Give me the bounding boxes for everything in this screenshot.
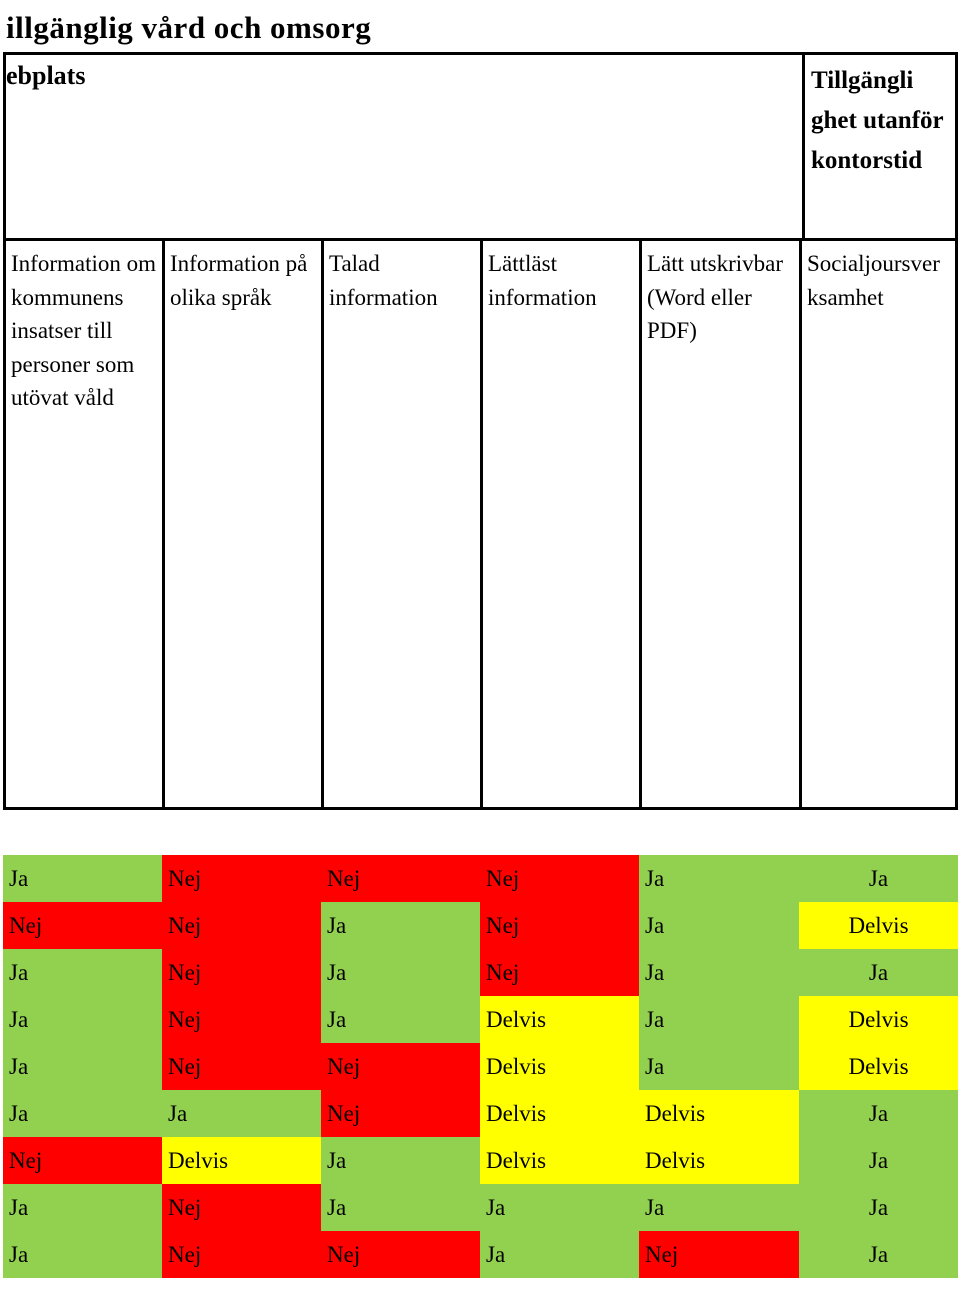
status-cell: Delvis [480,996,639,1043]
status-cell: Nej [480,949,639,996]
subtitle-row [6,55,955,241]
status-cell: Ja [639,855,799,902]
status-cell: Nej [321,1090,480,1137]
table-row [3,1090,958,1137]
status-cell: Ja [321,996,480,1043]
status-cell: Ja [162,1090,321,1137]
status-cell: Nej [321,1043,480,1090]
column-header: Talad information [324,241,483,807]
status-cell: Delvis [799,902,958,949]
status-cell: Nej [162,855,321,902]
status-cell: Ja [3,1231,162,1278]
table-row [3,1137,958,1184]
status-cell: Ja [3,855,162,902]
status-cell: Delvis [799,996,958,1043]
status-cell: Delvis [162,1137,321,1184]
status-cell: Nej [162,1184,321,1231]
status-cell: Nej [480,855,639,902]
status-cell: Ja [3,1043,162,1090]
status-cell: Nej [639,1231,799,1278]
status-cell: Ja [639,1184,799,1231]
table-row [3,1231,958,1278]
status-cell: Ja [321,1137,480,1184]
column-header: Information på olika språk [165,241,324,807]
status-cell: Ja [799,855,958,902]
page-title: illgänglig vård och omsorg [6,10,372,45]
status-cell: Nej [162,996,321,1043]
status-cell: Ja [639,996,799,1043]
status-cell: Ja [799,1231,958,1278]
status-grid [3,855,958,1278]
status-cell: Nej [162,1231,321,1278]
status-cell: Nej [162,949,321,996]
column-header: Information om kommunens insatser till personer som utövat våld [6,241,165,807]
header-table [3,52,958,810]
status-cell: Ja [480,1231,639,1278]
status-cell: Delvis [799,1043,958,1090]
status-cell: Ja [799,1137,958,1184]
status-cell: Delvis [639,1137,799,1184]
status-cell: Nej [3,902,162,949]
status-cell: Nej [162,1043,321,1090]
status-cell: Ja [639,1043,799,1090]
status-cell: Delvis [639,1090,799,1137]
table-row [3,1184,958,1231]
table-row [3,949,958,996]
status-cell: Ja [3,1184,162,1231]
table-row [3,996,958,1043]
status-cell: Nej [321,855,480,902]
column-header: Socialjoursverksamhet [807,251,940,310]
status-cell: Ja [799,1184,958,1231]
side-header: Tillgängli ghet utanför kontorstid [802,55,955,241]
status-cell: Ja [3,1090,162,1137]
table-row [3,1043,958,1090]
column-header: Lätt utskrivbar (Word eller PDF) [642,241,802,807]
table-row [3,855,958,902]
status-cell: Ja [799,1090,958,1137]
status-cell: Ja [639,902,799,949]
status-cell: Ja [321,902,480,949]
status-cell: Nej [3,1137,162,1184]
status-cell: Ja [3,996,162,1043]
status-cell: Ja [480,1184,639,1231]
section-subtitle: ebplats [6,61,86,90]
status-cell: Nej [480,902,639,949]
status-cell: Ja [639,949,799,996]
status-cell: Ja [799,949,958,996]
status-cell: Delvis [480,1137,639,1184]
status-cell: Delvis [480,1090,639,1137]
status-cell: Ja [321,1184,480,1231]
status-cell: Delvis [480,1043,639,1090]
status-cell: Ja [3,949,162,996]
column-headers [6,241,955,807]
status-cell: Nej [162,902,321,949]
status-cell: Ja [321,949,480,996]
table-row [3,902,958,949]
column-header: Lättläst information [483,241,642,807]
status-cell: Nej [321,1231,480,1278]
